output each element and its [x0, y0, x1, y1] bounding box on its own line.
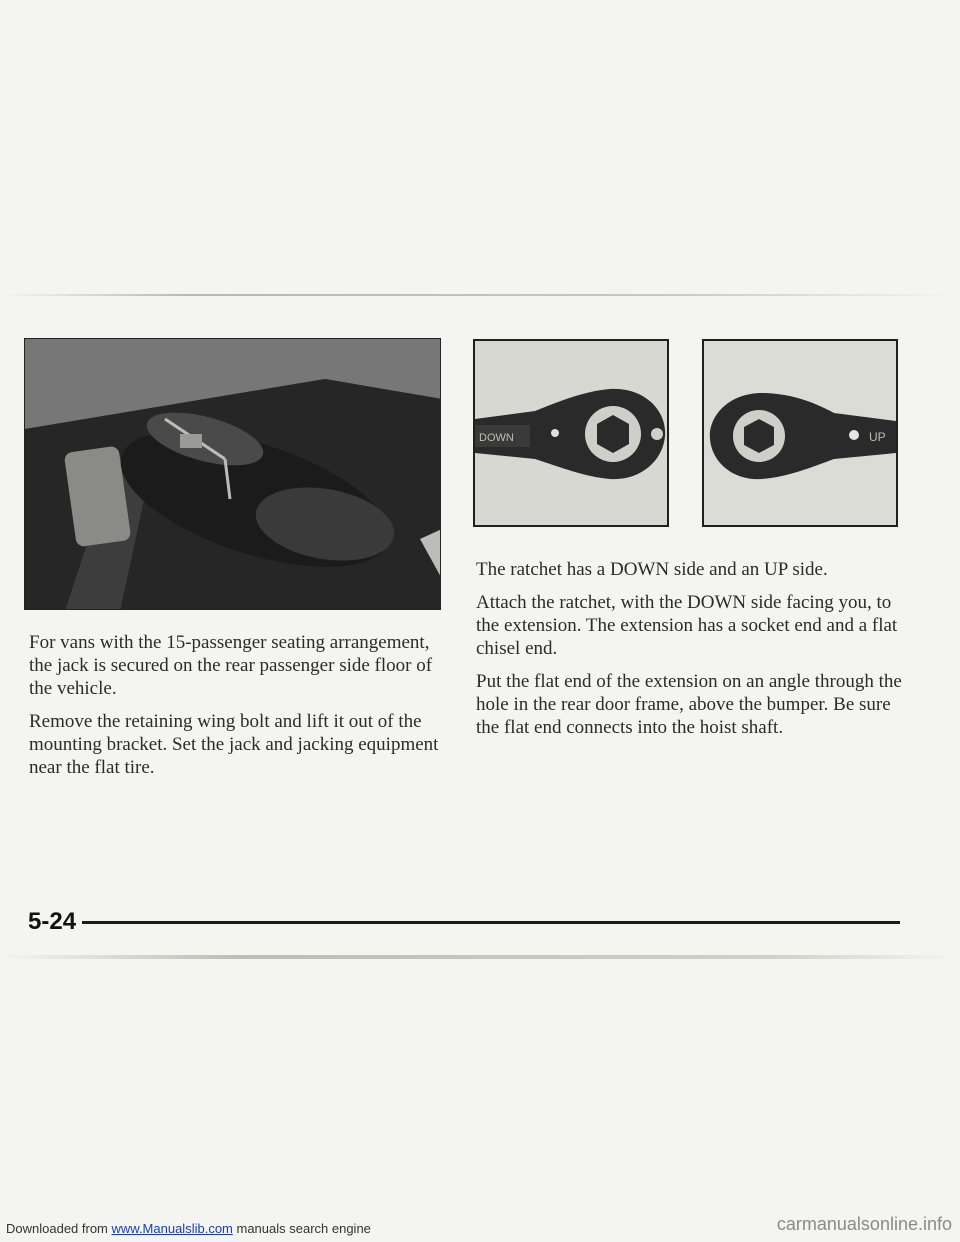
ratchet-up-label: UP: [869, 430, 886, 444]
ratchet-down-side-photo: [473, 339, 669, 527]
left-text-column: [29, 631, 439, 789]
footer-divider: [82, 921, 900, 924]
ratchet-down-label: DOWN: [479, 432, 514, 444]
manualslib-link[interactable]: www.Manualslib.com: [111, 1221, 233, 1236]
ratchet-up-side-photo: [702, 339, 898, 527]
jack-storage-photo: [24, 338, 441, 610]
paragraph: Put the flat end of the extension on an angle through the hole in the rear door frame, above the bumper. Be sure the flat end connects into the hoist shaft.: [476, 671, 902, 738]
page-number: 5-24: [28, 908, 77, 935]
site-watermark: carmanualsonline.info: [776, 1214, 952, 1234]
bottom-divider: [0, 955, 960, 959]
paragraph: Remove the retaining wing bolt and lift it out of the mounting bracket. Set the jack and jacking equipment near the flat tire.: [29, 711, 439, 778]
top-divider: [0, 294, 960, 296]
paragraph: Attach the ratchet, with the DOWN side facing you, to the extension. The extension has a socket end and a flat chisel end.: [476, 592, 898, 659]
watermark-prefix: Downloaded from: [6, 1221, 112, 1236]
paragraph: For vans with the 15-passenger seating arrangement, the jack is secured on the rear passenger side floor of the vehicle.: [29, 632, 433, 699]
watermark-suffix: manuals search engine: [232, 1221, 371, 1236]
right-text-column: [476, 558, 906, 749]
paragraph: The ratchet has a DOWN side and an UP side.: [476, 559, 828, 580]
download-watermark: [6, 1221, 371, 1236]
